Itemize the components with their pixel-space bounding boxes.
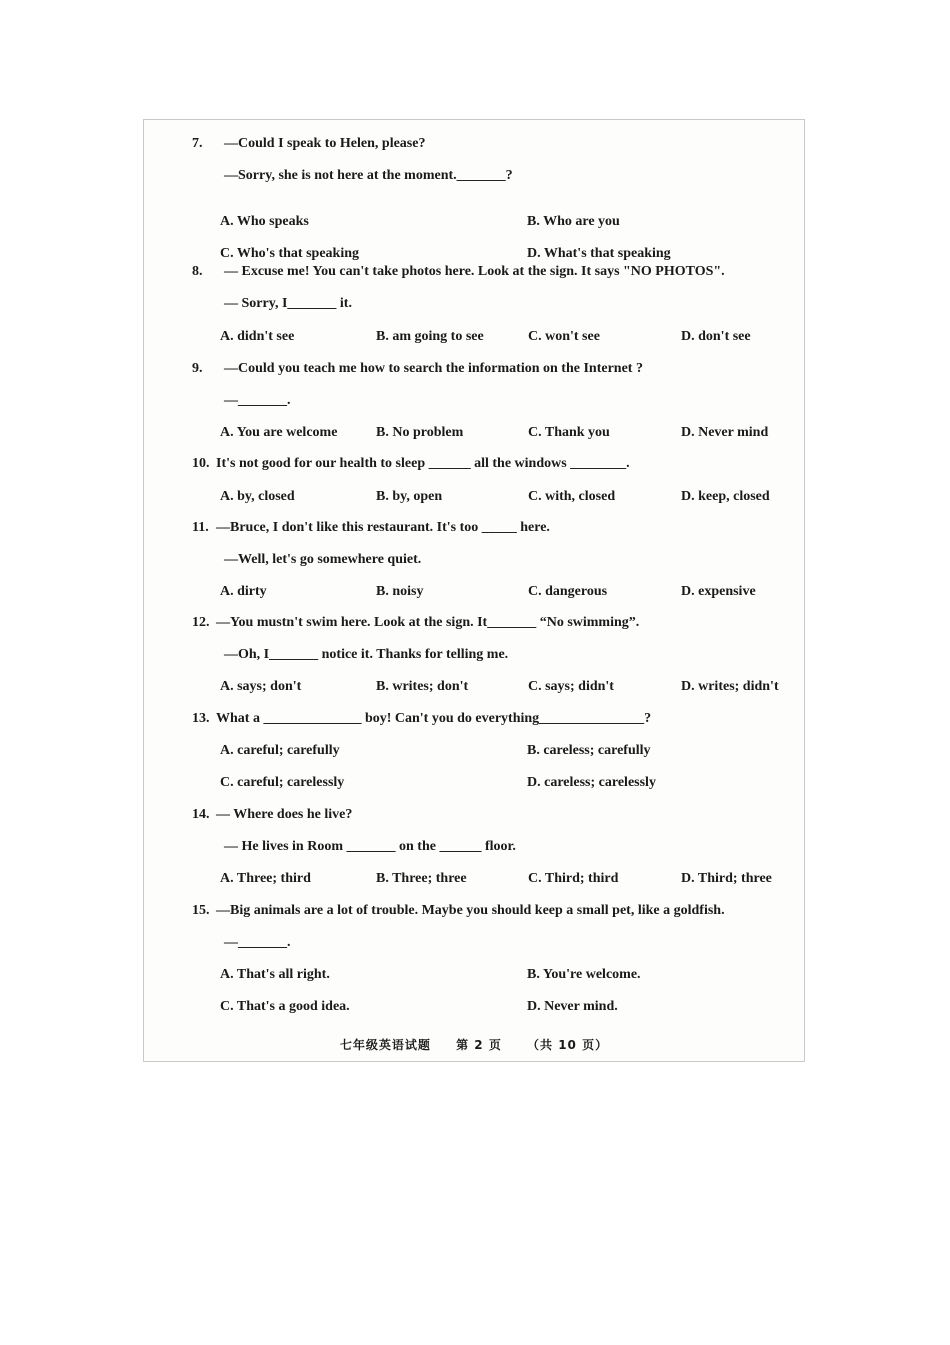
question-number: 10.	[192, 456, 210, 471]
answer-option[interactable]: B. am going to see	[376, 329, 484, 344]
question-reply: — Sorry, I_______ it.	[224, 296, 352, 311]
answer-option[interactable]: D. What's that speaking	[527, 246, 671, 261]
answer-option[interactable]: B. No problem	[376, 425, 464, 440]
question-number: 13.	[192, 711, 210, 726]
question-reply: —Well, let's go somewhere quiet.	[224, 552, 422, 567]
page-footer	[144, 1036, 804, 1053]
answer-option[interactable]: D. keep, closed	[681, 489, 770, 504]
answer-option[interactable]: C. with, closed	[528, 489, 616, 504]
answer-option[interactable]: D. Never mind.	[527, 999, 618, 1014]
question-stem: —Big animals are a lot of trouble. Maybe you should keep a small pet, like a goldfish.	[216, 903, 725, 918]
answer-option[interactable]: A. careful; carefully	[220, 743, 340, 758]
question-stem: —Could I speak to Helen, please?	[224, 136, 426, 151]
answer-option[interactable]: D. writes; didn't	[681, 679, 779, 694]
question-stem: —You mustn't swim here. Look at the sign. It_______ “No swimming”.	[216, 615, 640, 630]
footer-page-number: 第 2 页	[456, 1038, 502, 1052]
question-reply: — He lives in Room _______ on the ______ floor.	[224, 839, 516, 854]
answer-option[interactable]: C. Who's that speaking	[220, 246, 360, 261]
question-number: 15.	[192, 903, 210, 918]
question-reply: —Sorry, she is not here at the moment._______?	[224, 168, 513, 183]
question-stem: It's not good for our health to sleep ______ all the windows ________.	[216, 456, 630, 471]
footer-total-pages: （共 10 页）	[527, 1038, 609, 1052]
answer-option[interactable]: B. noisy	[376, 584, 424, 599]
answer-option[interactable]: C. won't see	[528, 329, 600, 344]
answer-option[interactable]: B. by, open	[376, 489, 443, 504]
question-number: 7.	[192, 136, 203, 151]
question-stem: —Could you teach me how to search the information on the Internet ?	[224, 361, 643, 376]
answer-option[interactable]: D. careless; carelessly	[527, 775, 656, 790]
question-number: 8.	[192, 264, 203, 279]
answer-option[interactable]: B. careless; carefully	[527, 743, 651, 758]
answer-option[interactable]: A. That's all right.	[220, 967, 330, 982]
answer-option[interactable]: A. You are welcome	[220, 425, 338, 440]
answer-option[interactable]: C. Thank you	[528, 425, 610, 440]
footer-subject: 七年级英语试题	[339, 1038, 431, 1052]
answer-option[interactable]: A. didn't see	[220, 329, 295, 344]
answer-option[interactable]: B. Who are you	[527, 214, 620, 229]
answer-option[interactable]: A. dirty	[220, 584, 267, 599]
answer-option[interactable]: C. says; didn't	[528, 679, 614, 694]
question-stem: — Excuse me! You can't take photos here. Look at the sign. It says "NO PHOTOS".	[224, 264, 725, 279]
question-number: 9.	[192, 361, 203, 376]
answer-option[interactable]: D. expensive	[681, 584, 756, 599]
answer-option[interactable]: B. You're welcome.	[527, 967, 641, 982]
answer-option[interactable]: C. careful; carelessly	[220, 775, 345, 790]
question-reply: —_______.	[224, 935, 291, 950]
question-number: 14.	[192, 807, 210, 822]
answer-option[interactable]: A. Three; third	[220, 871, 311, 886]
answer-option[interactable]: D. don't see	[681, 329, 751, 344]
question-stem: — Where does he live?	[216, 807, 353, 822]
answer-option[interactable]: C. dangerous	[528, 584, 608, 599]
question-number: 11.	[192, 520, 209, 535]
question-number: 12.	[192, 615, 210, 630]
answer-option[interactable]: A. Who speaks	[220, 214, 309, 229]
answer-option[interactable]: A. by, closed	[220, 489, 295, 504]
question-stem: What a ______________ boy! Can't you do everything_______________?	[216, 711, 652, 726]
question-stem: —Bruce, I don't like this restaurant. It's too _____ here.	[216, 520, 550, 535]
answer-option[interactable]: A. says; don't	[220, 679, 302, 694]
question-reply: —_______.	[224, 393, 291, 408]
answer-option[interactable]: B. writes; don't	[376, 679, 469, 694]
answer-option[interactable]: D. Third; three	[681, 871, 772, 886]
exam-page	[143, 119, 805, 1062]
answer-option[interactable]: C. That's a good idea.	[220, 999, 350, 1014]
question-reply: —Oh, I_______ notice it. Thanks for telling me.	[224, 647, 509, 662]
answer-option[interactable]: B. Three; three	[376, 871, 467, 886]
answer-option[interactable]: C. Third; third	[528, 871, 619, 886]
answer-option[interactable]: D. Never mind	[681, 425, 769, 440]
